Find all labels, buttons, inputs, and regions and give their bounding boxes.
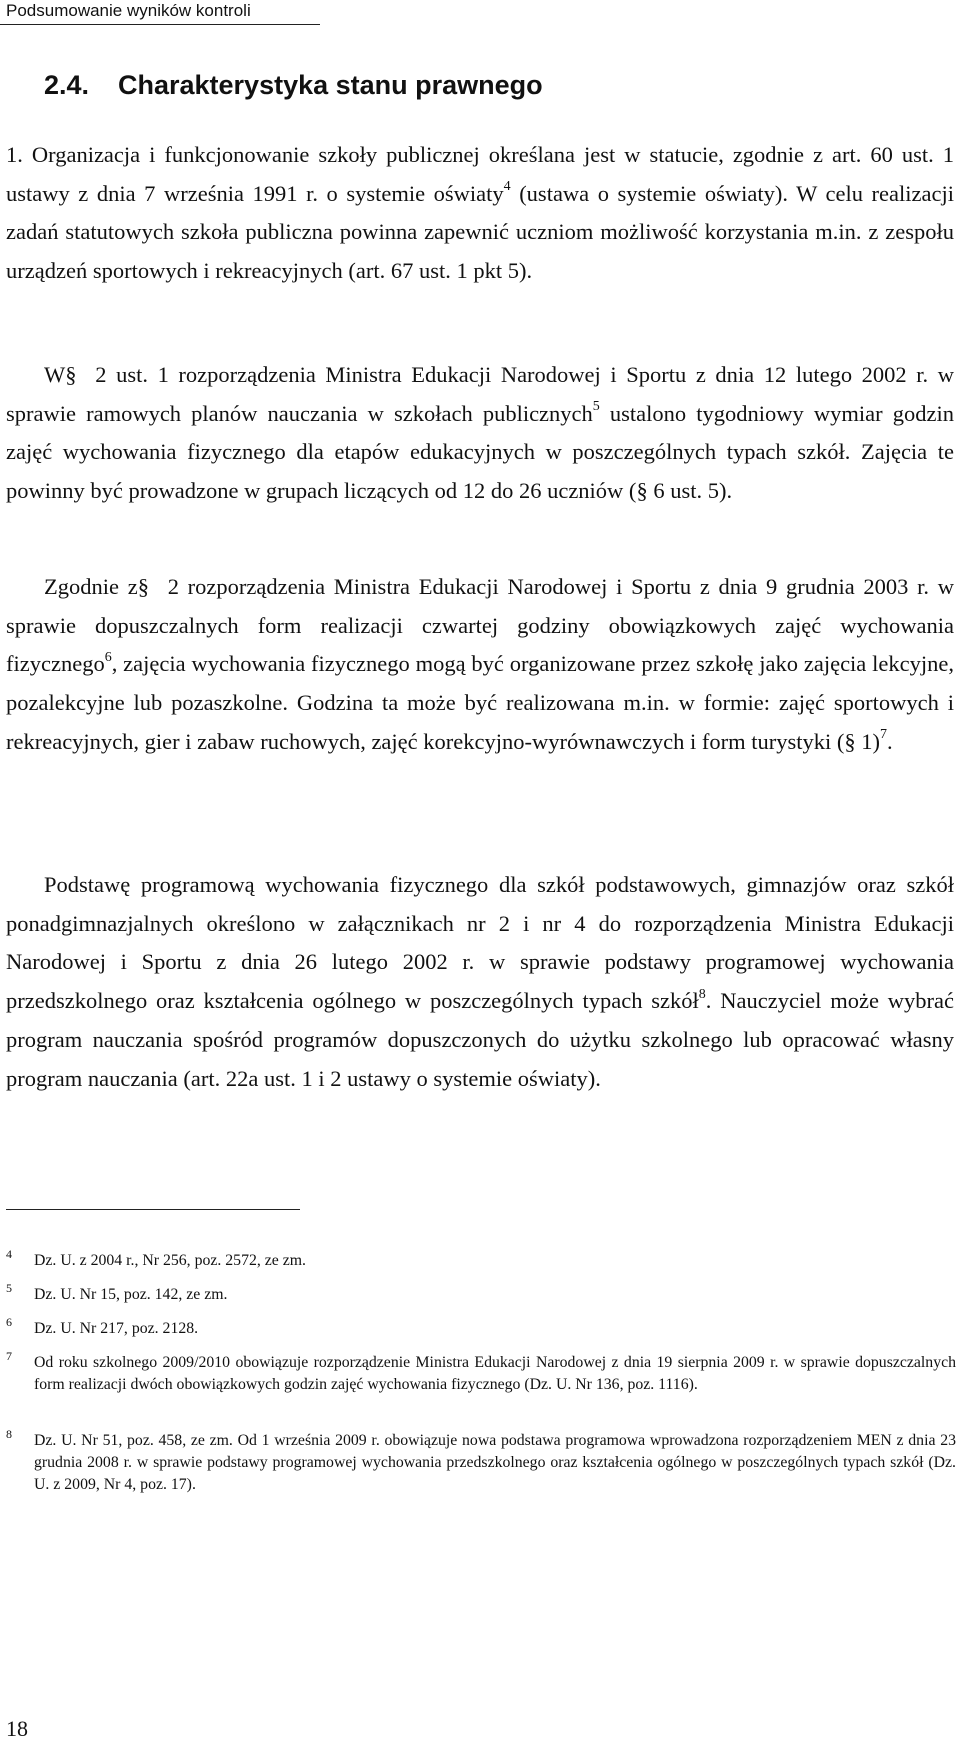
paragraph-text: . <box>887 728 893 754</box>
footnote-text: Dz. U. Nr 15, poz. 142, ze zm. <box>34 1286 228 1303</box>
paragraph-text: 2 ust. 1 rozporządzenia Ministra Edukacji Narodowej i Sportu z dnia 12 lutego 2002 r. w sprawie ramowych planów nauczania w szkołach publicznych <box>6 362 954 426</box>
footnote-ref: 8 <box>698 986 706 1002</box>
footnote-text: Od roku szkolnego 2009/2010 obowiązuje rozporządzenie Ministra Edukacji Narodowej z dnia 19 sierpnia 2009 r. w sprawie dopuszczalnych form realizacji dwóch obowiązkowych godzin zajęć wychowania fizycznego (Dz. U. Nr 136, poz. 1116). <box>34 1354 956 1393</box>
paragraph-text: 6 ust. 5). <box>647 478 733 504</box>
paragraph-text: Zgodnie z <box>44 574 138 599</box>
footnote-number: 5 <box>6 1281 12 1295</box>
section-sign: § <box>137 574 149 599</box>
footnote-4 <box>6 1247 956 1272</box>
paragraph-4 <box>6 866 954 1098</box>
paragraph-text: 1. Organizacja i funkcjonowanie szkoły publicznej określana jest w statucie, zgodnie z art. 60 ust. 1 ustawy z dnia 7 września 1991 r. o systemie oświaty <box>6 142 954 206</box>
footnote-ref: 5 <box>592 399 600 415</box>
paragraph-2 <box>6 356 954 511</box>
footnote-text: Dz. U. Nr 51, poz. 458, ze zm. Od 1 września 2009 r. obowiązuje nowa podstawa programowa wprowadzona rozporządzeniem MEN z dnia 23 grudnia 2008 r. w sprawie podstawy programowej wychowania przedszkolnego oraz kształcenia ogólnego w poszczególnych typach szkół (Dz. U. z 2009, Nr 4, poz. 17). <box>34 1432 956 1493</box>
paragraph-text: W <box>44 362 66 387</box>
paragraph-text: 1) <box>855 728 881 754</box>
section-number: 2.4. <box>44 70 90 100</box>
footnote-number: 8 <box>6 1427 12 1441</box>
page-number: 18 <box>6 1716 28 1741</box>
footnote-number: 7 <box>6 1349 12 1363</box>
footnote-ref: 6 <box>104 649 112 665</box>
footnote-ref: 4 <box>503 179 511 195</box>
paragraph-3 <box>6 568 954 762</box>
section-title-text: Charakterystyka stanu prawnego <box>118 70 543 100</box>
paragraph-text: , zajęcia wychowania fizycznego mogą być organizowane przez szkołę jako zajęcia lekcyjne, pozalekcyjne lub pozaszkolne. Godzina ta może być realizowana m.in. w formie: zajęć sportowych i rekreacyjnych, gier i zabaw ruchowych, zajęć korekcyjno-wyrównawczych i form turystyki ( <box>6 651 954 754</box>
section-title <box>44 70 543 101</box>
footnote-number: 6 <box>6 1315 12 1329</box>
paragraph-text: Podstawę programową wychowania fizycznego dla szkół podstawowych, gimnazjów oraz szkół ponadgimnazjalnych określono w załącznikach nr 2 i nr 4 do rozporządzenia Ministra Edukacji Narodowej i Sportu z dnia 26 lutego 2002 r. w sprawie podstawy programowej wychowania przedszkolnego oraz kształcenia ogólnego w poszczególnych typach szkół <box>6 872 954 1014</box>
paragraph-text: 2 rozporządzenia Ministra Edukacji Narodowej i Sportu z dnia 9 grudnia 2003 r. w sprawie dopuszczalnych form realizacji czwartej godziny obowiązkowych zajęć wychowania fizycznego <box>6 574 954 677</box>
paragraph-text: (ustawa o systemie oświaty). W celu realizacji zadań statutowych szkoła publiczna powinna zapewnić uczniom możliwość korzystania m.in. z zespołu urządzeń sportowych i rekreacyjnych (art. 67 ust. 1 pkt 5). <box>6 180 954 284</box>
footnote-number: 4 <box>6 1247 12 1261</box>
footnote-7 <box>6 1349 956 1396</box>
paragraph-text: ustalono tygodniowy wymiar godzin zajęć wychowania fizycznego dla etapów edukacyjnych w poszczególnych typach szkół. Zajęcia te powinny być prowadzone w grupach liczących od 12 do 26 uczniów ( <box>6 400 954 504</box>
footnote-ref: 7 <box>880 727 888 743</box>
footnote-separator <box>6 1209 300 1210</box>
footnote-6 <box>6 1315 956 1340</box>
section-sign: § <box>844 728 856 754</box>
paragraph-1 <box>6 136 954 291</box>
section-sign: § <box>65 362 77 387</box>
running-header <box>0 0 320 25</box>
paragraph-text: . Nauczyciel może wybrać program nauczania spośród programów dopuszczonych do użytku szkolnego lub opracować własny program nauczania (art. 22a ust. 1 i 2 ustawy o systemie oświaty). <box>6 988 955 1091</box>
footnote-8 <box>6 1427 956 1496</box>
footnote-5 <box>6 1281 956 1306</box>
footnote-text: Dz. U. Nr 217, poz. 2128. <box>34 1320 199 1337</box>
footnote-text: Dz. U. z 2004 r., Nr 256, poz. 2572, ze zm. <box>34 1252 306 1269</box>
running-header-text: Podsumowanie wyników kontroli <box>6 1 251 20</box>
section-sign: § <box>636 478 648 504</box>
